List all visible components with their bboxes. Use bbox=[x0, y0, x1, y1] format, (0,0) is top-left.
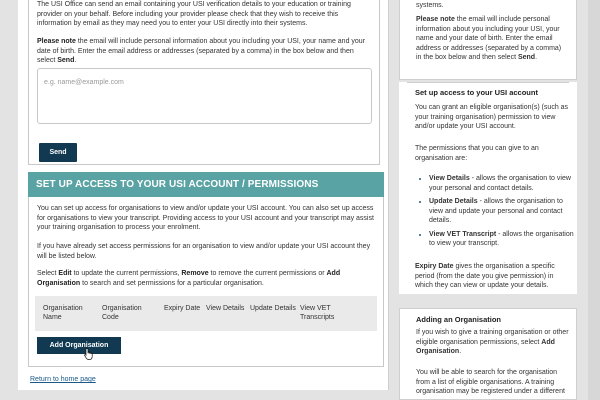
permissions-table-header bbox=[35, 296, 377, 331]
sidebar-access-help bbox=[399, 82, 577, 294]
hand-cursor-icon bbox=[84, 348, 93, 360]
sidebar-adding-help bbox=[399, 308, 577, 400]
adding-p1-bold: Add Organisation bbox=[416, 338, 555, 355]
sidebar-divider bbox=[407, 82, 569, 83]
sidebar-adding-p1 bbox=[416, 328, 572, 357]
sidebar-note-bold: Please note bbox=[416, 16, 455, 23]
sidebar-note-send: Send bbox=[517, 54, 536, 61]
sidebar-expiry bbox=[415, 262, 571, 291]
permissions-listed-note: If you have already set access permissions for an organisation to view and/or update your USI account they will be listed below. bbox=[37, 243, 371, 260]
sidebar-note-end: . bbox=[535, 54, 538, 61]
sidebar-fragment: systems. bbox=[416, 2, 444, 9]
sidebar-email-help bbox=[399, 0, 577, 80]
perm-item-view-vet-transcript bbox=[429, 230, 575, 249]
instr-add: Add Organisation bbox=[37, 270, 341, 287]
permissions-intro: You can set up access for organisations to view and/or update your USI account. You can also set up access for organisations to view your transcript. Providing access to your USI account and your transcript may assist your training organisation to process your enrolment. bbox=[37, 205, 374, 231]
perm-item-rest: - allows the organisation to view your transcript. bbox=[429, 230, 574, 247]
perm-item-bold: View VET Transcript bbox=[429, 230, 497, 238]
sidebar-expiry-bold: Expiry Date bbox=[415, 263, 454, 270]
sidebar-note-rest: the email will include personal information about you including your USI, your name and your date of birth. Enter the email address or addresses (separated by a comma) in the box below and then select bbox=[416, 16, 562, 61]
send-button[interactable]: Send bbox=[39, 143, 77, 162]
permissions-section bbox=[28, 197, 384, 367]
note-bold: Please note bbox=[37, 38, 76, 45]
return-home-link[interactable]: Return to home page bbox=[30, 376, 96, 383]
col-organisation-code: Organisation Code bbox=[102, 305, 142, 321]
page-scroll-edge bbox=[588, 0, 600, 400]
email-note-text bbox=[37, 37, 373, 66]
instr-d: to search and set permissions for a particular organisation. bbox=[80, 279, 264, 287]
adding-p1-end: . bbox=[459, 348, 462, 355]
note-end: . bbox=[74, 57, 77, 64]
sidebar-access-p1: You can grant an eligible organisation(s) (such as your training organisation) permission to view and/or update your USI account. bbox=[415, 104, 569, 130]
sidebar-permission-list bbox=[415, 174, 575, 253]
instr-b: to update the current permissions, bbox=[71, 270, 182, 277]
sidebar-access-p2: The permissions that you can give to an organisation are: bbox=[415, 145, 539, 162]
perm-item-rest: - allows the organisation to view your personal and contact details. bbox=[429, 175, 571, 192]
col-view-details: View Details bbox=[206, 305, 245, 312]
instr-edit: Edit bbox=[58, 270, 72, 277]
sidebar-note bbox=[416, 15, 568, 63]
add-organisation-button[interactable]: Add Organisation bbox=[37, 337, 121, 354]
permissions-heading: SET UP ACCESS TO YOUR USI ACCOUNT / PERMISSIONS bbox=[28, 172, 384, 197]
sidebar-adding-p2: You will be able to search for the organisation from a list of eligible organisations. A training organisation may be registered under a different bbox=[416, 369, 565, 395]
perm-item-bold: View Details bbox=[429, 175, 470, 182]
note-rest: the email will include personal information about you including your USI, your name and your date of birth. Enter the email address or addresses (separated by a comma) in the box below and then select bbox=[37, 38, 366, 64]
sidebar-adding-heading: Adding an Organisation bbox=[416, 315, 502, 324]
col-update-details: Update Details bbox=[250, 305, 296, 312]
perm-item-rest: - allows the organisation to view and update your personal and contact details. bbox=[429, 198, 563, 224]
sidebar-access-heading: Set up access to your USI account bbox=[415, 88, 538, 97]
col-expiry-date: Expiry Date bbox=[164, 305, 201, 312]
sidebar-expiry-rest: gives the organisation a specific period (from the date you give permission) in which they can view or update your details. bbox=[415, 263, 555, 289]
perm-item-view-details bbox=[429, 174, 575, 193]
instr-a: Select bbox=[37, 270, 59, 277]
email-panel bbox=[28, 0, 380, 165]
instr-remove: Remove bbox=[181, 270, 209, 277]
permissions-instructions bbox=[37, 269, 377, 288]
perm-item-bold: Update Details bbox=[429, 198, 478, 205]
note-send-word: Send bbox=[57, 57, 75, 64]
email-intro-text: The USI Office can send an email containing your USI verification details to your education or training provider on your behalf. Before including your provider please check that they wish to receive this information by email as they may need you to enter your USI directly into their systems. bbox=[37, 1, 351, 27]
col-organisation-name: Organisation Name bbox=[43, 305, 83, 321]
col-view-vet-transcripts: View VET Transcripts bbox=[300, 305, 335, 321]
perm-item-update-details bbox=[429, 197, 575, 226]
instr-c: to remove the current permissions or bbox=[208, 270, 327, 277]
email-input[interactable]: e.g. name@example.com bbox=[37, 68, 372, 124]
adding-p1-a: If you wish to give a training organisation or other eligible organisation permissions, select bbox=[416, 329, 569, 346]
